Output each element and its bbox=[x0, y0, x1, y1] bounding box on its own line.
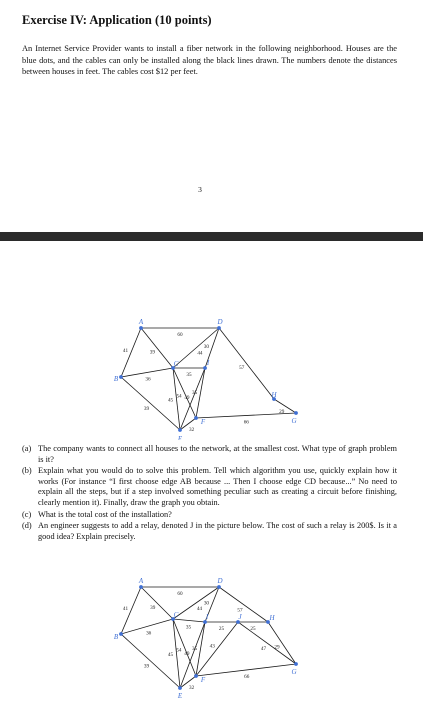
node-label-c: C bbox=[173, 611, 179, 619]
edge-weight-label: 29 bbox=[279, 409, 285, 416]
edge-weight-label: 60 bbox=[177, 332, 183, 338]
edge-weight-label: 30 bbox=[203, 344, 209, 351]
edge-c-i bbox=[173, 619, 205, 622]
node-label-g: G bbox=[291, 668, 297, 676]
question-text: An engineer suggests to add a relay, denoted J in the picture below. The cost of such a relay is 200$. Is it a good idea? Explain precisely. bbox=[38, 521, 397, 541]
edge-weight-label: 49 bbox=[184, 650, 190, 657]
edge-weight-label: 35 bbox=[191, 646, 198, 653]
edge-weight-label: 44 bbox=[196, 605, 203, 612]
node-label-a: A bbox=[138, 577, 144, 585]
edge-a-c bbox=[141, 328, 173, 368]
edge-h-g bbox=[274, 399, 296, 416]
house-node-d bbox=[217, 585, 221, 589]
node-label-j: J bbox=[238, 613, 242, 621]
node-label-e: E bbox=[177, 435, 183, 440]
edge-weight-label: 30 bbox=[203, 600, 210, 607]
edge-weight-label: 41 bbox=[122, 606, 129, 613]
edge-weight-label: 49 bbox=[184, 394, 190, 401]
house-node-f bbox=[194, 416, 198, 420]
node-label-b: B bbox=[113, 375, 119, 383]
question-text: Explain what you would do to solve this problem. Tell which algorithm you use, quickly explain how it works (For instance “I first choose edge AB because ... Then I choose edge CD because...” No need to explain all the steps, but if a step involved something peculiar such as creating a circuit before finishing, clearly mention it). Finally, draw the graph you obtain. bbox=[38, 466, 397, 507]
edge-h-g bbox=[268, 622, 296, 664]
edge-weight-label: 41 bbox=[122, 348, 129, 355]
house-node-d bbox=[217, 326, 221, 330]
question-label: (a) bbox=[22, 444, 32, 453]
edge-weight-label: 66 bbox=[244, 673, 250, 680]
house-node-a bbox=[139, 326, 143, 330]
question-text: The company wants to connect all houses to the network, at the smallest cost. What type of graph problem is it? bbox=[38, 444, 397, 464]
node-label-g: G bbox=[291, 417, 297, 425]
edge-weight-label: 36 bbox=[145, 376, 151, 383]
question-c bbox=[22, 510, 397, 521]
node-label-i: I bbox=[205, 613, 209, 621]
question-a bbox=[22, 444, 397, 465]
node-label-c: C bbox=[173, 360, 179, 368]
node-label-h: H bbox=[269, 614, 275, 622]
question-list bbox=[22, 444, 397, 543]
question-label: (b) bbox=[22, 466, 32, 476]
edge-weight-label: 35 bbox=[192, 389, 198, 396]
neighborhood-graph bbox=[0, 315, 423, 440]
exercise-intro: An Internet Service Provider wants to install a fiber network in the following neighborhood. Houses are the blue dots, and the cables can only be installed along the black lines drawn. The numbers denote the distances between houses in feet. The cables cost $12 per feet. bbox=[22, 44, 397, 77]
edge-j-g bbox=[238, 622, 296, 664]
exercise-title: Exercise IV: Application (10 points) bbox=[22, 13, 212, 27]
edge-weight-label: 39 bbox=[143, 663, 150, 670]
edge-weight-label: 60 bbox=[177, 591, 183, 597]
edge-a-c bbox=[141, 587, 173, 619]
node-label-f: F bbox=[200, 676, 206, 684]
edge-weight-label: 57 bbox=[239, 365, 245, 372]
edge-weight-label: 45 bbox=[167, 397, 174, 404]
node-label-b: B bbox=[113, 633, 119, 641]
edge-weight-label: 25 bbox=[250, 626, 256, 632]
edge-b-e bbox=[121, 634, 180, 688]
edge-weight-label: 25 bbox=[218, 626, 225, 632]
question-label: (c) bbox=[22, 509, 32, 519]
edge-weight-label: 54 bbox=[176, 393, 182, 400]
node-label-i: I bbox=[206, 359, 210, 367]
edge-weight-label: 54 bbox=[176, 647, 182, 654]
edge-weight-label: 32 bbox=[189, 684, 195, 691]
house-node-g bbox=[294, 662, 298, 666]
edge-weight-label: 35 bbox=[185, 624, 192, 631]
edge-weight-label: 36 bbox=[146, 630, 152, 637]
edge-weight-label: 39 bbox=[149, 349, 155, 356]
page-number: 3 bbox=[198, 185, 202, 194]
edge-weight-label: 43 bbox=[209, 643, 215, 650]
house-node-g bbox=[294, 411, 298, 415]
house-node-f bbox=[194, 674, 198, 678]
edge-weight-label: 45 bbox=[167, 652, 174, 659]
edge-weight-label: 32 bbox=[189, 426, 195, 433]
page-divider bbox=[0, 232, 423, 241]
house-node-b bbox=[119, 632, 123, 636]
edge-d-h bbox=[219, 328, 274, 399]
edge-i-f bbox=[196, 368, 205, 418]
question-d bbox=[22, 521, 397, 542]
edge-weight-label: 57 bbox=[237, 607, 243, 614]
house-node-e bbox=[178, 428, 182, 432]
node-label-e: E bbox=[177, 692, 183, 700]
question-b bbox=[22, 466, 397, 508]
edge-weight-label: 47 bbox=[260, 645, 267, 652]
edge-weight-label: 66 bbox=[243, 419, 249, 426]
node-label-a: A bbox=[138, 318, 144, 326]
neighborhood-graph-with-relay bbox=[0, 576, 423, 718]
edge-weight-label: 44 bbox=[197, 350, 203, 357]
edge-weight-label: 39 bbox=[143, 405, 150, 412]
question-label: (d) bbox=[22, 521, 32, 531]
edge-weight-label: 35 bbox=[186, 372, 192, 378]
edge-weight-label: 29 bbox=[274, 644, 280, 651]
edge-i-f bbox=[196, 622, 205, 676]
node-label-h: H bbox=[271, 391, 277, 399]
edge-weight-label: 39 bbox=[150, 605, 156, 612]
question-text: What is the total cost of the installation? bbox=[38, 509, 172, 519]
node-label-d: D bbox=[217, 577, 223, 585]
house-node-b bbox=[119, 375, 123, 379]
house-node-a bbox=[139, 585, 143, 589]
house-node-e bbox=[178, 686, 182, 690]
edge-d-h bbox=[219, 587, 268, 622]
node-label-f: F bbox=[200, 418, 206, 426]
node-label-d: D bbox=[217, 318, 223, 326]
